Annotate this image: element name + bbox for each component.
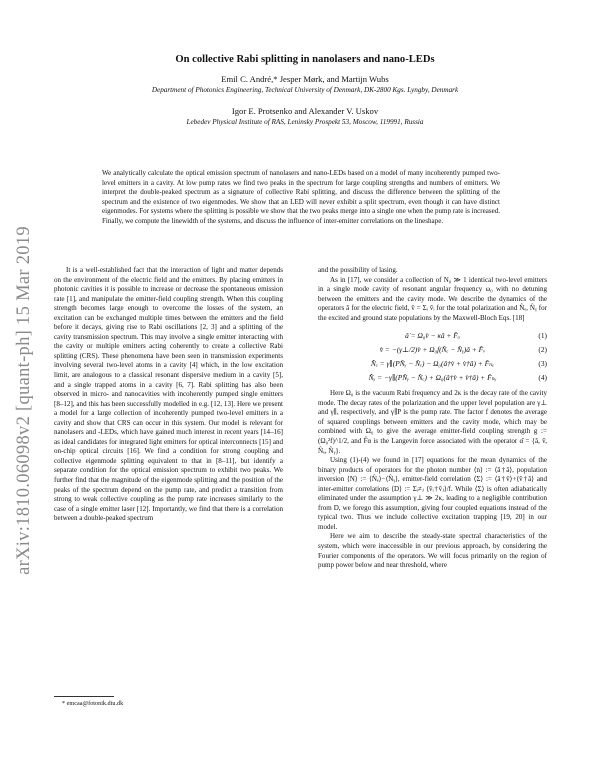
equation: â̇ = Ω₀v̂ − κâ + F̂ₐ (1) xyxy=(405,330,547,340)
affiliation-1: Department of Photonics Engineering, Technical University of Denmark, DK-2800 Kgs. Lyngby, Denmark xyxy=(151,86,459,94)
body-paragraph: Using (1)-(4) we found in [17] equations for the mean dynamics of the binary products of operators for the photon number ⟨n⟩ := ⟨â†â⟩, population inversion ⟨N⟩ := ⟨N̂ₑ⟩−⟨N̂ᵧ⟩, emitter-field correlation ⟨Σ⟩ := ⟨â†v̂⟩+⟨v̂†â⟩ and inter-emitter correlations ⟨D⟩ := Σᵢ≠ⱼ ⟨v̂ᵢ†v̂ⱼ⟩/f. While ⟨Σ⟩ is often adiabatically eliminated under the assumption γ⊥ ≫ 2κ, leading to a negligible contribution from D, we forego this assumption, giving four coupled equations instead of the typical two. Thus we include collective excitation trapping [19, 20] in our model. xyxy=(318,456,547,531)
footnote-rule xyxy=(54,696,114,697)
equation-block xyxy=(318,328,547,384)
body-paragraph: and the possibility of lasing. xyxy=(318,266,398,274)
arxiv-identifier: arXiv:1810.06098v2 [quant-ph] 15 Mar 2019 xyxy=(13,225,34,575)
body-paragraph: Here we aim to describe the steady-state spectral characteristics of the system, which were inaccessible in our previous approach, by considering the Fourier components of the operators. We will focus primarily on the region of pump power below and near threshold, where xyxy=(318,532,547,570)
equation-number: (1) xyxy=(538,330,547,340)
right-column xyxy=(318,266,547,571)
body-paragraph: As in [17], we consider a collection of N₀ ≫ 1 identical two-level emitters in a single mode cavity of resonant angular frequency ω₀ with no detuning between the emitters and the cavity mode. We describe the dynamics of the operators â for the electric field, v̂ = Σᵢ v̂ᵢ for the total polarization and N̂ₑ, N̂ᵧ for the excited and ground state populations by the Maxwell-Bloch Eqs. [18] xyxy=(318,275,547,322)
equation-number: (2) xyxy=(538,344,547,354)
authors-line-1: Emil C. André,* Jesper Mørk, and Martijn Wubs xyxy=(221,74,389,84)
equation: N̂̇ₑ = γ∥(PN̂ᵧ − N̂ₑ) − Ω₀(â†v̂ + v̂†â) + F̂ₙₑ (3) xyxy=(370,358,547,368)
footnote-email: * emcaa@fotonik.dtu.dk xyxy=(62,700,124,707)
equation: N̂̇ᵧ = −γ∥(PN̂ᵧ − N̂ₑ) + Ω₀(â†v̂ + v̂†â) + F̂ₙᵧ (4) xyxy=(368,372,547,382)
left-column xyxy=(54,266,283,524)
abstract: We analytically calculate the optical emission spectrum of nanolasers and nano-LEDs based on a model of many incoherently pumped two-level emitters in a cavity. At low pump rates we find two peaks in the spectrum for large coupling strengths and numbers of emitters. We interpret the double-peaked spectrum as a signature of collective Rabi splitting, and discuss the difference between the splitting of the spectrum and the existence of two eigenmodes. We show that an LED will never exhibit a split spectrum, even though it can have distinct eigenmodes. For systems where the splitting is possible we show that the two peaks merge into a single one when the pump rate is increased. Finally, we compute the linewidth of the systems, and discuss the influence of inter-emitter correlations on the lineshape. xyxy=(102,169,500,225)
body-paragraph: It is a well-established fact that the interaction of light and matter depends on the environment of the electric field and the emitters. By placing emitters in photonic cavities it is possible to increase or decrease the spontaneous emission rate [1], and manipulate the emitter-field coupling strength. When this coupling strength becomes large enough to overcome the losses of the system, an excitation can be exchanged multiple times between the emitters and the field before it decays, giving rise to Rabi oscillations [2, 3] and a splitting of the cavity transmission spectrum. This may involve a single emitter interacting with the cavity or multiple emitters acting coherently to create a collective Rabi splitting (CRS). These phenomena have been seen in transmission experiments involving several two-level atoms in a cavity [4] which, in the low excitation limit, are analogous to a classical resonant dispersive medium in a cavity [5], and a single trapped atoms in a cavity [6, 7]. Rabi splitting has also been observed in micro- and nanocavities with incoherently pumped single emitters [8–12], and this has been successfully modelled in e.g. [12, 13]. Here we present a model for a large collection of incoherently pumped two-level emitters in a cavity and show that CRS can occur in this system. Our model is relevant for nanolasers and -LEDs, which have gained much interest in recent years [14–16] as ideal candidates for integrated light emitters for optical interconnects [15] and on-chip optical circuits [16]. We find a condition for strong coupling and collective eigenmode splitting equivalent to that in [8–11], but identify a separate condition for the optical emission spectrum to exhibit two peaks. We further find that the magnitude of the eigenmode splitting and the position of the peaks of the spectrum depend on the pump rate, and predict a transition from strong to weak collective coupling as the pump rate increases similarly to the case of a single emitter laser [12]. Importantly, we find that there is a correlation between a double-peaked spectrum xyxy=(54,266,283,523)
body-paragraph: Here Ω₀ is the vacuum Rabi frequency and 2κ is the decay rate of the cavity mode. The decay rates of the polarization and the upper level population are γ⊥ and γ∥, respectively, and γ∥P is the pump rate. The factor f denotes the average of squared couplings between emitters and the cavity mode, which may be combined with Ω₀ to give the average emitter-field coupling strength g := (Ω₀²f)^1/2, and F̂α is the Langevin force associated with the operator α̂ = {â, v̂, N̂ₑ, N̂ᵧ}. xyxy=(318,389,547,455)
authors-line-2: Igor E. Protsenko and Alexander V. Uskov xyxy=(231,106,379,116)
affiliation-2: Lebedev Physical Institute of RAS, Leninsky Prospekt 53, Moscow, 119991, Russia xyxy=(186,118,424,126)
equation-number: (3) xyxy=(538,358,547,368)
equation-number: (4) xyxy=(538,372,547,382)
paper-title: On collective Rabi splitting in nanolasers and nano-LEDs xyxy=(175,54,435,65)
equation: v̂̇ = −(γ⊥/2)v̂ + Ω₀f(N̂ₑ − N̂ᵧ)â + F̂ᵥ (2) xyxy=(379,344,547,354)
